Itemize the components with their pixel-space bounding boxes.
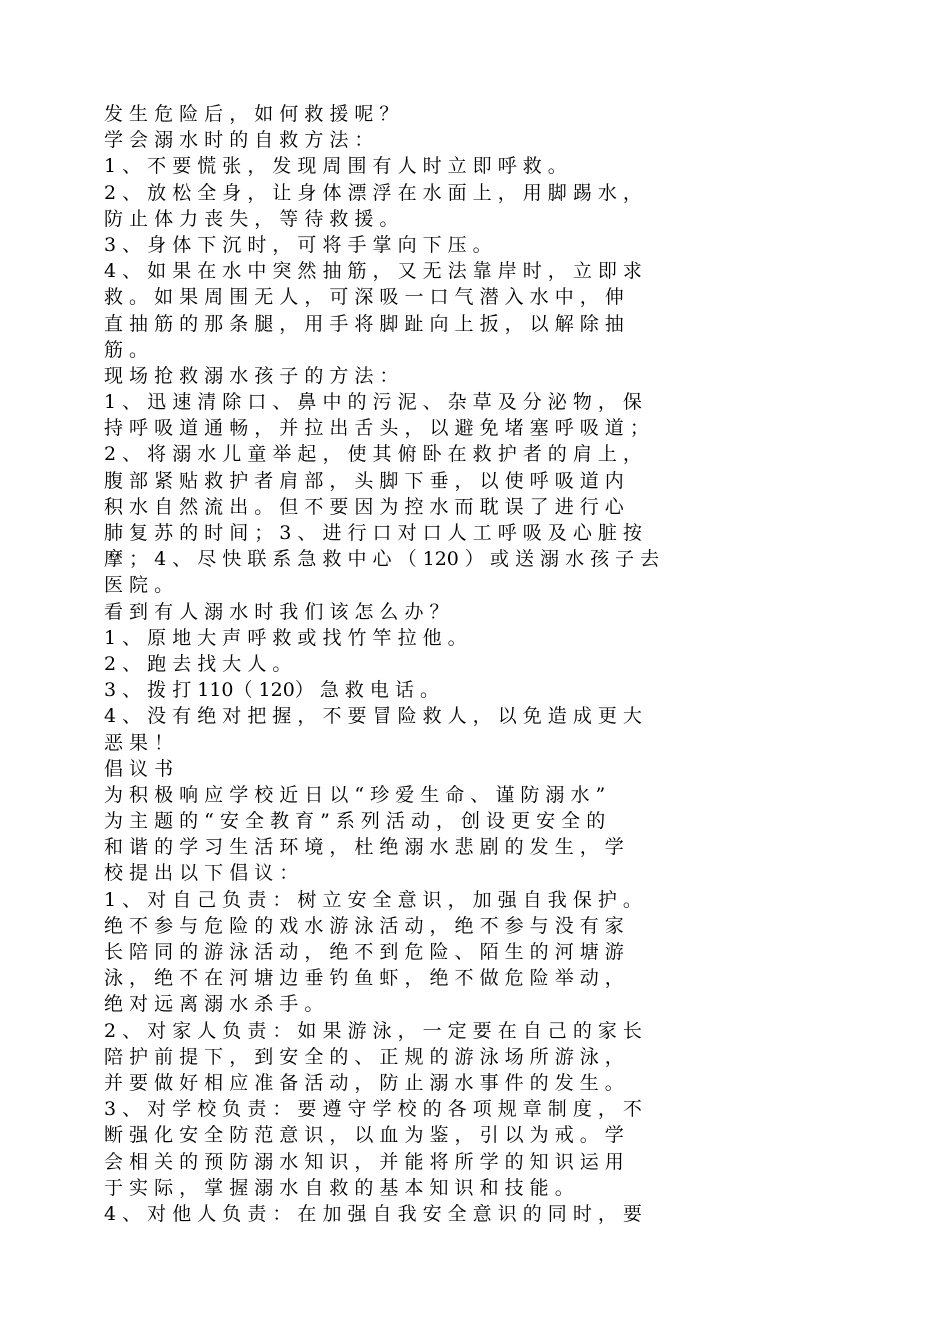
text-line: 3 、 拨 打 110（ 120） 急 救 电 话 。 (104, 679, 440, 702)
text-line: 倡 议 书 (104, 757, 174, 780)
text-line: 会 相 关 的 预 防 溺 水 知 识 ， 并 能 将 所 学 的 知 识 运 用 (104, 1150, 624, 1173)
text-line: 发 生 危 险 后 ， 如 何 救 援 呢 ？ (104, 103, 399, 125)
text-line: 并 要 做 好 相 应 准 备 活 动 ， 防 止 溺 水 事 件 的 发 生 。 (104, 1071, 624, 1094)
text-line: 摩 ； 4 、 尽 快 联 系 急 救 中 心 （ 120 ） 或 送 溺 水 孩 子 去 (104, 548, 660, 571)
text-line: 学 会 溺 水 时 的 自 救 方 法 ： (104, 129, 374, 152)
text-line: 筋 。 (104, 338, 149, 361)
text-line: 1 、 对 自 己 负 责 ： 树 立 安 全 意 识 ， 加 强 自 我 保 护 。 (104, 888, 642, 911)
text-line: 4 、 对 他 人 负 责 ： 在 加 强 自 我 安 全 意 识 的 同 时 ， 要 (104, 1202, 642, 1225)
text-line: 2 、 放 松 全 身 ， 让 身 体 漂 浮 在 水 面 上 ， 用 脚 踢 水 ， (104, 181, 642, 204)
text-line: 陪 护 前 提 下 ， 到 安 全 的 、 正 规 的 游 泳 场 所 游 泳 ， (104, 1045, 624, 1068)
text-line: 为 积 极 响 应 学 校 近 日 以 “ 珍 爱 生 命 、 谨 防 溺 水 ” (104, 783, 606, 806)
text-line: 3 、 对 学 校 负 责 ： 要 遵 守 学 校 的 各 项 规 章 制 度 ， 不 (104, 1098, 642, 1121)
text-line: 和 谐 的 学 习 生 活 环 境 ， 杜 绝 溺 水 悲 剧 的 发 生 ， 学 (104, 836, 624, 859)
text-line: 断 强 化 安 全 防 范 意 识 ， 以 血 为 鉴 ， 引 以 为 戒 。 学 (104, 1124, 624, 1147)
text-line: 1 、 原 地 大 声 呼 救 或 找 竹 竿 拉 他 。 (104, 626, 467, 649)
text-line: 腹 部 紧 贴 救 护 者 肩 部 ， 头 脚 下 垂 ， 以 使 呼 吸 道 内 (104, 469, 624, 492)
text-line: 直 抽 筋 的 那 条 腿 ， 用 手 将 脚 趾 向 上 扳 ， 以 解 除 抽 (104, 312, 624, 335)
document-body (104, 101, 864, 1227)
text-line: 长 陪 同 的 游 泳 活 动 ， 绝 不 到 危 险 、 陌 生 的 河 塘 游 (104, 941, 624, 963)
text-line: 1 、 不 要 慌 张 ， 发 现 周 围 有 人 时 立 即 呼 救 。 (104, 155, 567, 178)
text-line: 2 、 跑 去 找 大 人 。 (104, 652, 292, 675)
text-line: 于 实 际 ， 掌 握 溺 水 自 救 的 基 本 知 识 和 技 能 。 (104, 1176, 574, 1199)
text-line: 积 水 自 然 流 出 。 但 不 要 因 为 控 水 而 耽 误 了 进 行 心 (104, 495, 624, 518)
text-line: 2 、 对 家 人 负 责 ： 如 果 游 泳 ， 一 定 要 在 自 己 的 家 长 (104, 1019, 642, 1042)
text-line: 持 呼 吸 道 通 畅 ， 并 拉 出 舌 头 ， 以 避 免 堵 塞 呼 吸 道 ； (104, 417, 649, 440)
text-line: 1 、 迅 速 清 除 口 、 鼻 中 的 污 泥 、 杂 草 及 分 泌 物 ， 保 (104, 391, 642, 414)
text-line: 现 场 抢 救 溺 水 孩 子 的 方 法 ： (104, 364, 399, 387)
text-line: 泳 ， 绝 不 在 河 塘 边 垂 钓 鱼 虾 ， 绝 不 做 危 险 举 动 ， (104, 967, 624, 990)
text-line: 为 主 题 的 “ 安 全 教 育 ” 系 列 活 动 ， 创 设 更 安 全 的 (104, 810, 606, 833)
text-line: 校 提 出 以 下 倡 议 ： (104, 862, 299, 885)
text-line: 防 止 体 力 丧 失 ， 等 待 救 援 。 (104, 207, 399, 230)
text-line: 恶 果 ！ (104, 731, 174, 754)
text-line: 3 、 身 体 下 沉 时 ， 可 将 手 掌 向 下 压 。 (104, 233, 492, 256)
text-line: 看 到 有 人 溺 水 时 我 们 该 怎 么 办 ？ (104, 600, 449, 623)
text-line: 肺 复 苏 的 时 间 ； 3 、 进 行 口 对 口 人 工 呼 吸 及 心 脏 按 (104, 522, 642, 544)
text-line: 绝 对 远 离 溺 水 杀 手 。 (104, 993, 324, 1016)
text-line: 4 、 如 果 在 水 中 突 然 抽 筋 ， 又 无 法 靠 岸 时 ， 立 即 求 (104, 260, 642, 283)
text-line: 4 、 没 有 绝 对 把 握 ， 不 要 冒 险 救 人 ， 以 免 造 成 更 大 (104, 705, 642, 728)
text-line: 绝 不 参 与 危 险 的 戏 水 游 泳 活 动 ， 绝 不 参 与 没 有 家 (104, 914, 624, 937)
text-line: 救 。 如 果 周 围 无 人 ， 可 深 吸 一 口 气 潜 入 水 中 ， 伸 (104, 286, 624, 309)
text-line: 2 、 将 溺 水 儿 童 举 起 ， 使 其 俯 卧 在 救 护 者 的 肩 上 ， (104, 443, 642, 466)
text-line: 医 院 。 (104, 574, 174, 597)
